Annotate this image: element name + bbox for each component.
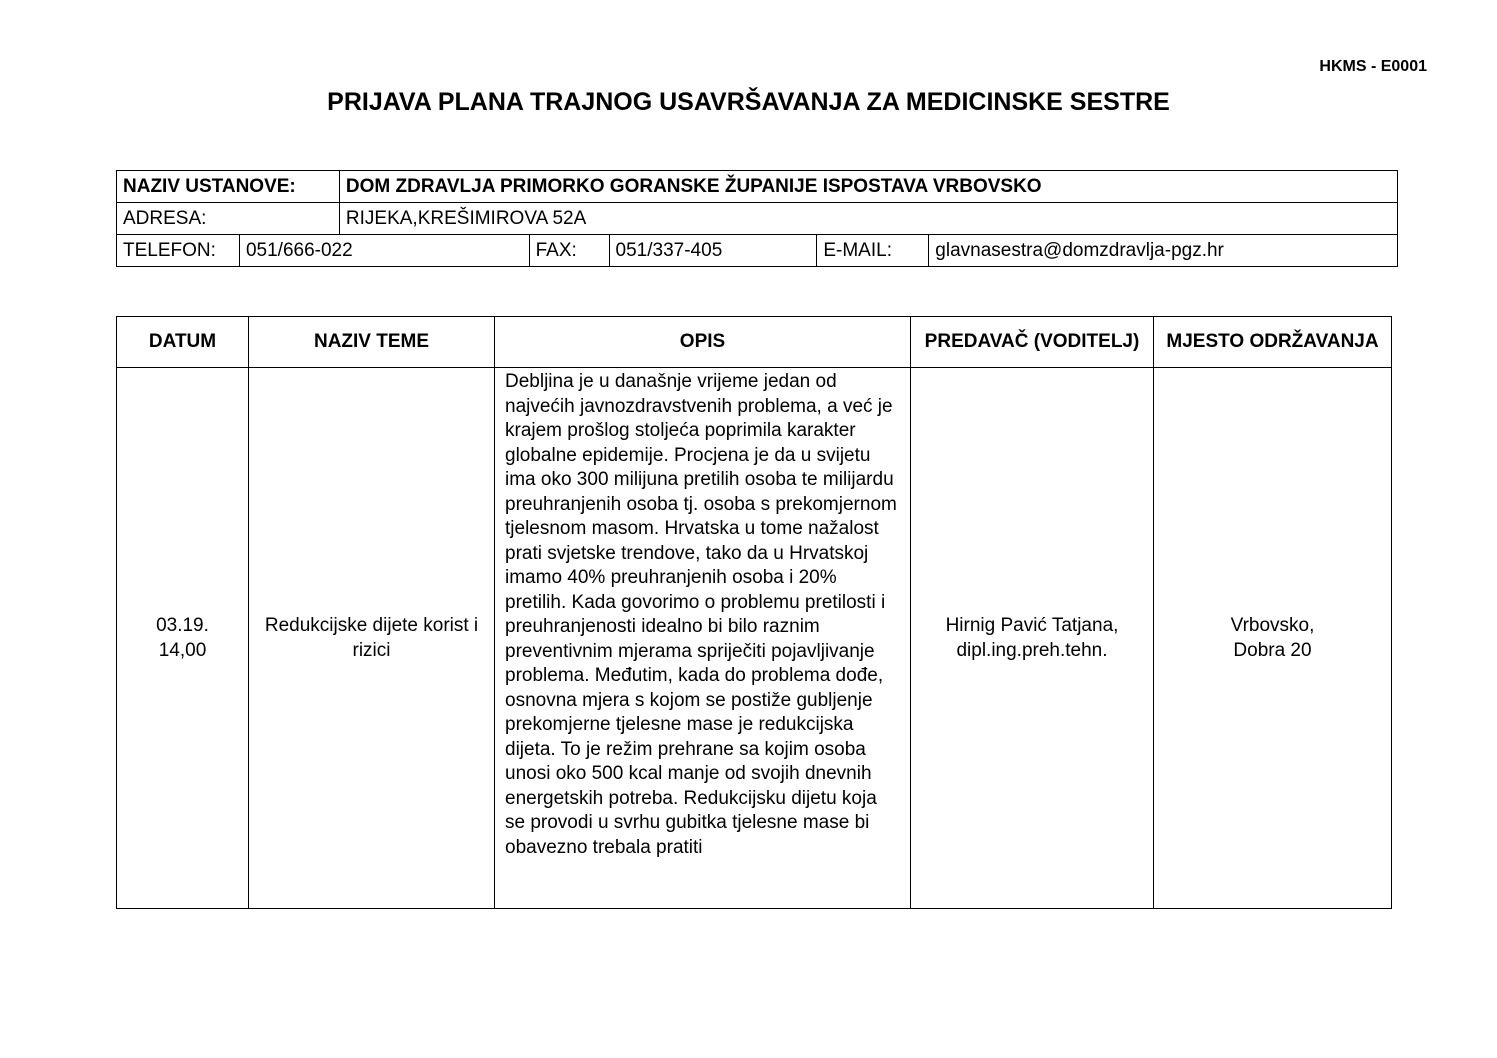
header-date: DATUM — [117, 317, 249, 368]
phone-label: TELEFON: — [117, 235, 240, 267]
location-cell — [1154, 368, 1392, 909]
header-topic: NAZIV TEME — [249, 317, 495, 368]
description-cell: Debljina je u današnje vrijeme jedan od najvećih javnozdravstvenih problema, a već je krajem prošlog stoljeća poprimila karakter globalne epidemije. Procjena je da u svijetu ima oko 300 milijuna pretilih osoba te milijardu preuhranjenih osoba tj. osoba s prekomjernom tjelesnom masom. Hrvatska u tome nažalost prati svjetske trendove, tako da u Hrvatskoj imamo 40% preuhranjenih osoba i 20% pretilih. Kada govorimo o problemu pretilosti i preuhranjenosti idealno bi bilo raznim preventivnim mjerama spriječiti pojavljivanje problema. Međutim, kada do problema dođe, osnovna mjera s kojom se postiže gubljenje prekomjerne tjelesne mase je redukcijska dijeta. To je režim prehrane sa kojim osoba unosi oko 500 kcal manje od svojih dnevnih energetskih potreba. Redukcijsku dijetu koja se provodi u svrhu gubitka tjelesne mase bi obavezno trebala pratiti — [495, 368, 911, 909]
address-value: RIJEKA,KREŠIMIROVA 52A — [339, 203, 1397, 235]
institution-table — [116, 170, 1398, 267]
fax-label: FAX: — [529, 235, 609, 267]
fax-value: 051/337-405 — [609, 235, 817, 267]
plan-table — [116, 316, 1392, 909]
email-value: glavnasestra@domzdravlja-pgz.hr — [929, 235, 1398, 267]
lecturer-name: Hirnig Pavić Tatjana, — [945, 615, 1119, 636]
page-title: PRIJAVA PLANA TRAJNOG USAVRŠAVANJA ZA MEDICINSKE SESTRE — [327, 88, 1170, 116]
institution-name-label: NAZIV USTANOVE: — [117, 171, 340, 203]
institution-name-row — [117, 171, 1398, 203]
table-row — [117, 368, 1392, 909]
plan-header-row — [117, 317, 1392, 368]
header-location: MJESTO ODRŽAVANJA — [1154, 317, 1392, 368]
date-value: 03.19. — [156, 615, 209, 636]
document-code: HKMS - E0001 — [1319, 58, 1427, 75]
institution-name-value: DOM ZDRAVLJA PRIMORKO GORANSKE ŽUPANIJE ISPOSTAVA VRBOVSKO — [339, 171, 1397, 203]
institution-contact-row — [117, 235, 1398, 267]
phone-value: 051/666-022 — [239, 235, 529, 267]
location-line1: Vrbovsko, — [1230, 615, 1315, 636]
topic-cell: Redukcijske dijete korist i rizici — [249, 368, 495, 909]
time-value: 14,00 — [158, 640, 207, 661]
email-label: E-MAIL: — [817, 235, 929, 267]
lecturer-title: dipl.ing.preh.tehn. — [956, 640, 1108, 661]
institution-address-row — [117, 203, 1398, 235]
header-lecturer: PREDAVAČ (VODITELJ) — [911, 317, 1154, 368]
lecturer-cell — [911, 368, 1154, 909]
address-label: ADRESA: — [117, 203, 340, 235]
date-cell — [117, 368, 249, 909]
header-description: OPIS — [495, 317, 911, 368]
location-line2: Dobra 20 — [1233, 640, 1312, 661]
